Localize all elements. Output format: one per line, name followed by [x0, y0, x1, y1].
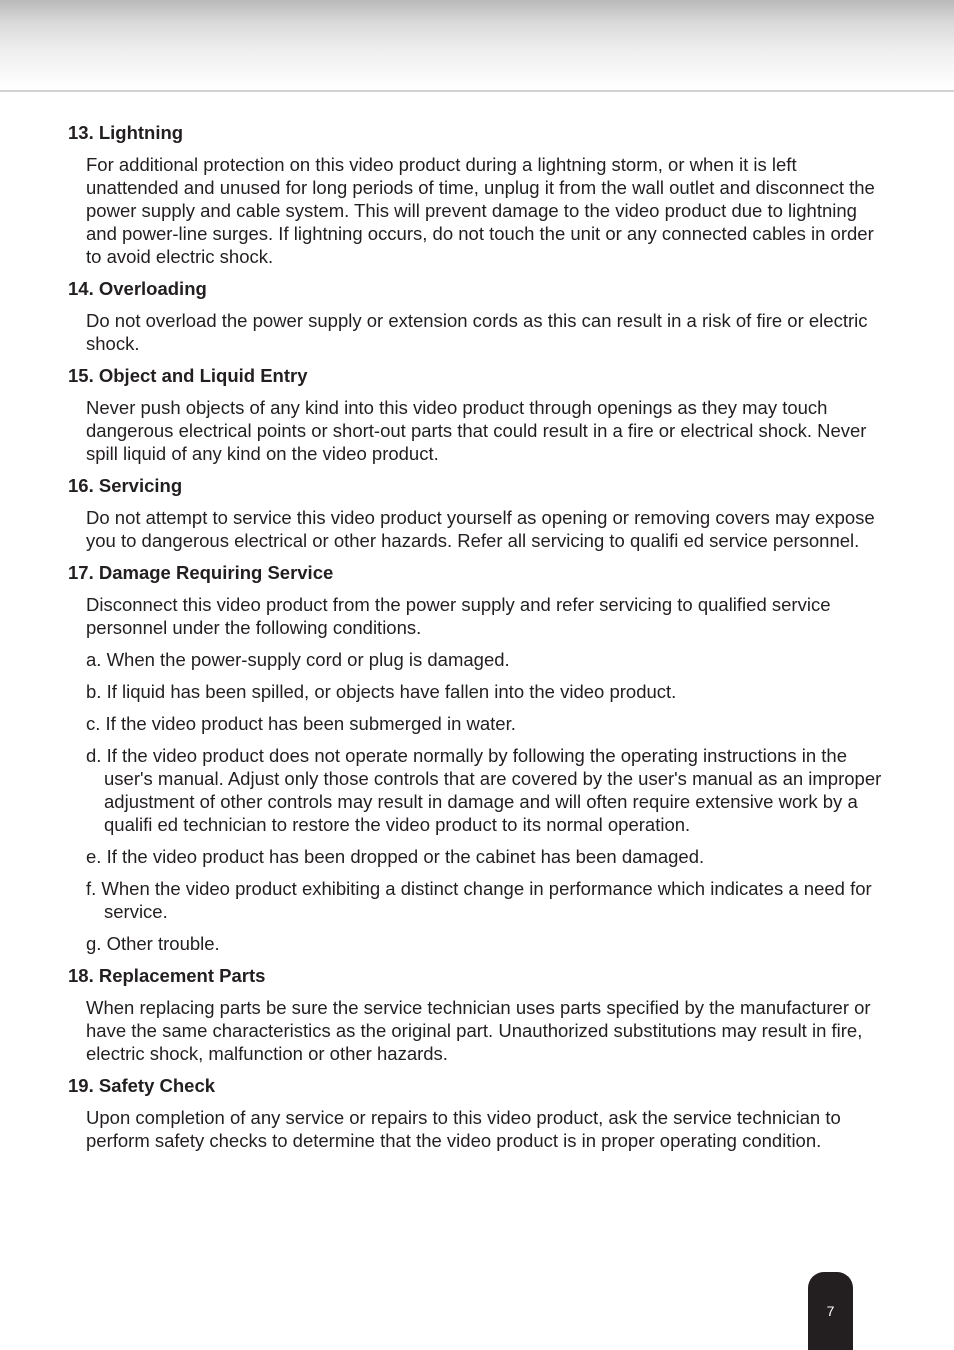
section-title: 16. Servicing: [68, 475, 183, 496]
condition-list-item: b. If liquid has been spilled, or objects have fallen into the video product.: [86, 681, 677, 702]
section-title: 15. Object and Liquid Entry: [68, 365, 308, 386]
condition-list-item: a. When the power-supply cord or plug is damaged.: [86, 649, 510, 670]
section-safety-check: [68, 1074, 888, 1152]
section-lightning: [68, 121, 888, 268]
condition-list-item: f. When the video product exhibiting a distinct change in performance which indicates a need for service.: [86, 878, 872, 922]
section-paragraph: For additional protection on this video product during a lightning storm, or when it is left unattended and unused for long periods of time, unplug it from the wall outlet and disconnect the power supply and cable system. This will prevent damage to the video product due to lightning and power-line surges. If lightning occurs, do not touch the unit or any connected cables in order to avoid electric shock.: [86, 154, 875, 267]
section-paragraph: Do not overload the power supply or extension cords as this can result in a risk of fire or electric shock.: [86, 310, 868, 354]
condition-list-item: g. Other trouble.: [86, 933, 220, 954]
section-title: 13. Lightning: [68, 122, 184, 143]
page-number: 7: [826, 1303, 835, 1319]
document-body: [68, 121, 888, 1161]
section-overloading: [68, 277, 888, 355]
section-damage-requiring-service: [68, 561, 888, 955]
page-number-tab: [808, 1272, 853, 1350]
header-divider: [0, 90, 954, 92]
condition-list-item: c. If the video product has been submerged in water.: [86, 713, 516, 734]
section-object-liquid-entry: [68, 364, 888, 465]
condition-list-item: e. If the video product has been dropped or the cabinet has been damaged.: [86, 846, 705, 867]
section-title: 18. Replacement Parts: [68, 965, 266, 986]
section-paragraph: Upon completion of any service or repairs to this video product, ask the service technician to perform safety checks to determine that the video product is in proper operating condition.: [86, 1107, 841, 1151]
section-servicing: [68, 474, 888, 552]
section-title: 19. Safety Check: [68, 1075, 216, 1096]
section-title: 17. Damage Requiring Service: [68, 562, 334, 583]
section-paragraph: When replacing parts be sure the service technician uses parts specified by the manufacturer or have the same characteristics as the original part. Unauthorized substitutions may result in fire, electric shock, malfunction or other hazards.: [86, 997, 871, 1064]
section-paragraph: Disconnect this video product from the power supply and refer servicing to qualified service personnel under the following conditions.: [86, 594, 831, 638]
section-replacement-parts: [68, 964, 888, 1065]
section-title: 14. Overloading: [68, 278, 207, 299]
header-band: [0, 0, 954, 90]
condition-list-item: d. If the video product does not operate normally by following the operating instructions in the user's manual. Adjust only those controls that are covered by the user's manual as an improper adjustment of other controls may result in damage and will often require extensive work by a qualifi ed technician to restore the video product to its normal operation.: [86, 745, 882, 835]
section-paragraph: Do not attempt to service this video product yourself as opening or removing covers may expose you to dangerous electrical or other hazards. Refer all servicing to qualifi ed service personnel.: [86, 507, 875, 551]
section-paragraph: Never push objects of any kind into this video product through openings as they may touch dangerous electrical points or short-out parts that could result in a fire or electrical shock. Never spill liquid of any kind on the video product.: [86, 397, 867, 464]
